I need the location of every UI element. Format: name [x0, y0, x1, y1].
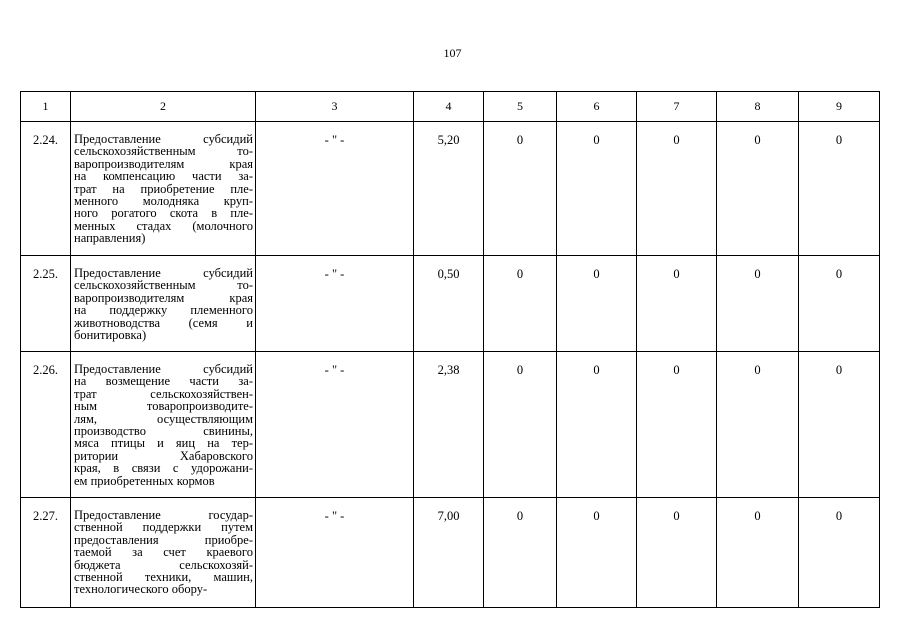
- description-line: Предоставление субсидий: [74, 132, 253, 146]
- description-line: ритории Хабаровского: [74, 448, 253, 463]
- budget-table: [20, 91, 880, 608]
- description-line: технологического обору-: [74, 582, 208, 597]
- cell-c8: 0: [717, 498, 799, 608]
- table-header-row: [21, 92, 880, 122]
- description-line: Предоставление государ-: [74, 508, 253, 522]
- description-line: мяса птицы и яиц на тер-: [74, 436, 253, 451]
- table-row: [21, 352, 880, 498]
- description-line: варопроизводителям края: [74, 156, 253, 171]
- row-number: 2.26.: [21, 352, 71, 498]
- row-number: 2.27.: [21, 498, 71, 608]
- cell-c3: - " -: [256, 498, 414, 608]
- description-line: животноводства (семя и: [74, 315, 253, 330]
- cell-c7: 0: [637, 256, 717, 352]
- description-line: производство свинины,: [74, 424, 253, 439]
- cell-c4: 5,20: [414, 122, 484, 256]
- cell-c4: 0,50: [414, 256, 484, 352]
- header-cell: 7: [637, 92, 717, 122]
- header-cell: 6: [557, 92, 637, 122]
- table-row: [21, 122, 880, 256]
- cell-c7: 0: [637, 122, 717, 256]
- cell-c8: 0: [717, 256, 799, 352]
- cell-c3: - " -: [256, 122, 414, 256]
- cell-c3: - " -: [256, 352, 414, 498]
- description-line: трат сельскохозяйствен-: [74, 386, 253, 401]
- cell-c5: 0: [484, 352, 557, 498]
- cell-c9: 0: [799, 498, 880, 608]
- description-line: Предоставление субсидий: [74, 266, 253, 280]
- cell-c9: 0: [799, 122, 880, 256]
- cell-c4: 2,38: [414, 352, 484, 498]
- header-cell: 5: [484, 92, 557, 122]
- description-line: Предоставление субсидий: [74, 362, 253, 376]
- description-line: бюджета сельскохозяй-: [74, 557, 253, 572]
- header-cell: 2: [71, 92, 256, 122]
- cell-c5: 0: [484, 122, 557, 256]
- cell-c9: 0: [799, 352, 880, 498]
- description-line: сельскохозяйственным то-: [74, 278, 253, 293]
- description-line: менного молодняка круп-: [74, 194, 253, 209]
- description-line: предоставления приобре-: [74, 532, 253, 547]
- row-number: 2.24.: [21, 122, 71, 256]
- description-line: таемой за счет краевого: [74, 545, 253, 560]
- description-line: на возмещение части за-: [74, 374, 253, 389]
- description-line: сельскохозяйственным то-: [74, 144, 253, 159]
- description-line: трат на приобретение пле-: [74, 181, 253, 196]
- description-line: на поддержку племенного: [74, 303, 253, 318]
- row-description: [71, 498, 256, 608]
- header-cell: 4: [414, 92, 484, 122]
- table-row: [21, 498, 880, 608]
- description-line: лям, осуществляющим: [74, 411, 253, 426]
- row-number: 2.25.: [21, 256, 71, 352]
- cell-c8: 0: [717, 352, 799, 498]
- cell-c5: 0: [484, 256, 557, 352]
- description-line: варопроизводителям края: [74, 290, 253, 305]
- row-description: [71, 352, 256, 498]
- header-cell: 1: [21, 92, 71, 122]
- cell-c5: 0: [484, 498, 557, 608]
- description-line: ем приобретенных кормов: [74, 473, 215, 488]
- cell-c7: 0: [637, 498, 717, 608]
- table-row: [21, 256, 880, 352]
- header-cell: 8: [717, 92, 799, 122]
- header-cell: 3: [256, 92, 414, 122]
- row-description: [71, 122, 256, 256]
- description-line: менных стадах (молочного: [74, 218, 253, 233]
- cell-c4: 7,00: [414, 498, 484, 608]
- description-line: ного рогатого скота в пле-: [74, 206, 253, 221]
- cell-c6: 0: [557, 498, 637, 608]
- cell-c8: 0: [717, 122, 799, 256]
- cell-c9: 0: [799, 256, 880, 352]
- description-line: края, в связи с удорожани-: [74, 461, 253, 476]
- description-line: ственной поддержки путем: [74, 520, 253, 535]
- cell-c3: - " -: [256, 256, 414, 352]
- row-description: [71, 256, 256, 352]
- description-line: ственной техники, машин,: [74, 570, 253, 585]
- header-cell: 9: [799, 92, 880, 122]
- cell-c6: 0: [557, 122, 637, 256]
- cell-c6: 0: [557, 256, 637, 352]
- description-line: бонитировка): [74, 328, 147, 343]
- description-line: направления): [74, 231, 146, 246]
- cell-c7: 0: [637, 352, 717, 498]
- cell-c6: 0: [557, 352, 637, 498]
- description-line: ным товаропроизводите-: [74, 399, 253, 414]
- page-number: 107: [443, 46, 462, 60]
- description-line: на компенсацию части за-: [74, 169, 253, 184]
